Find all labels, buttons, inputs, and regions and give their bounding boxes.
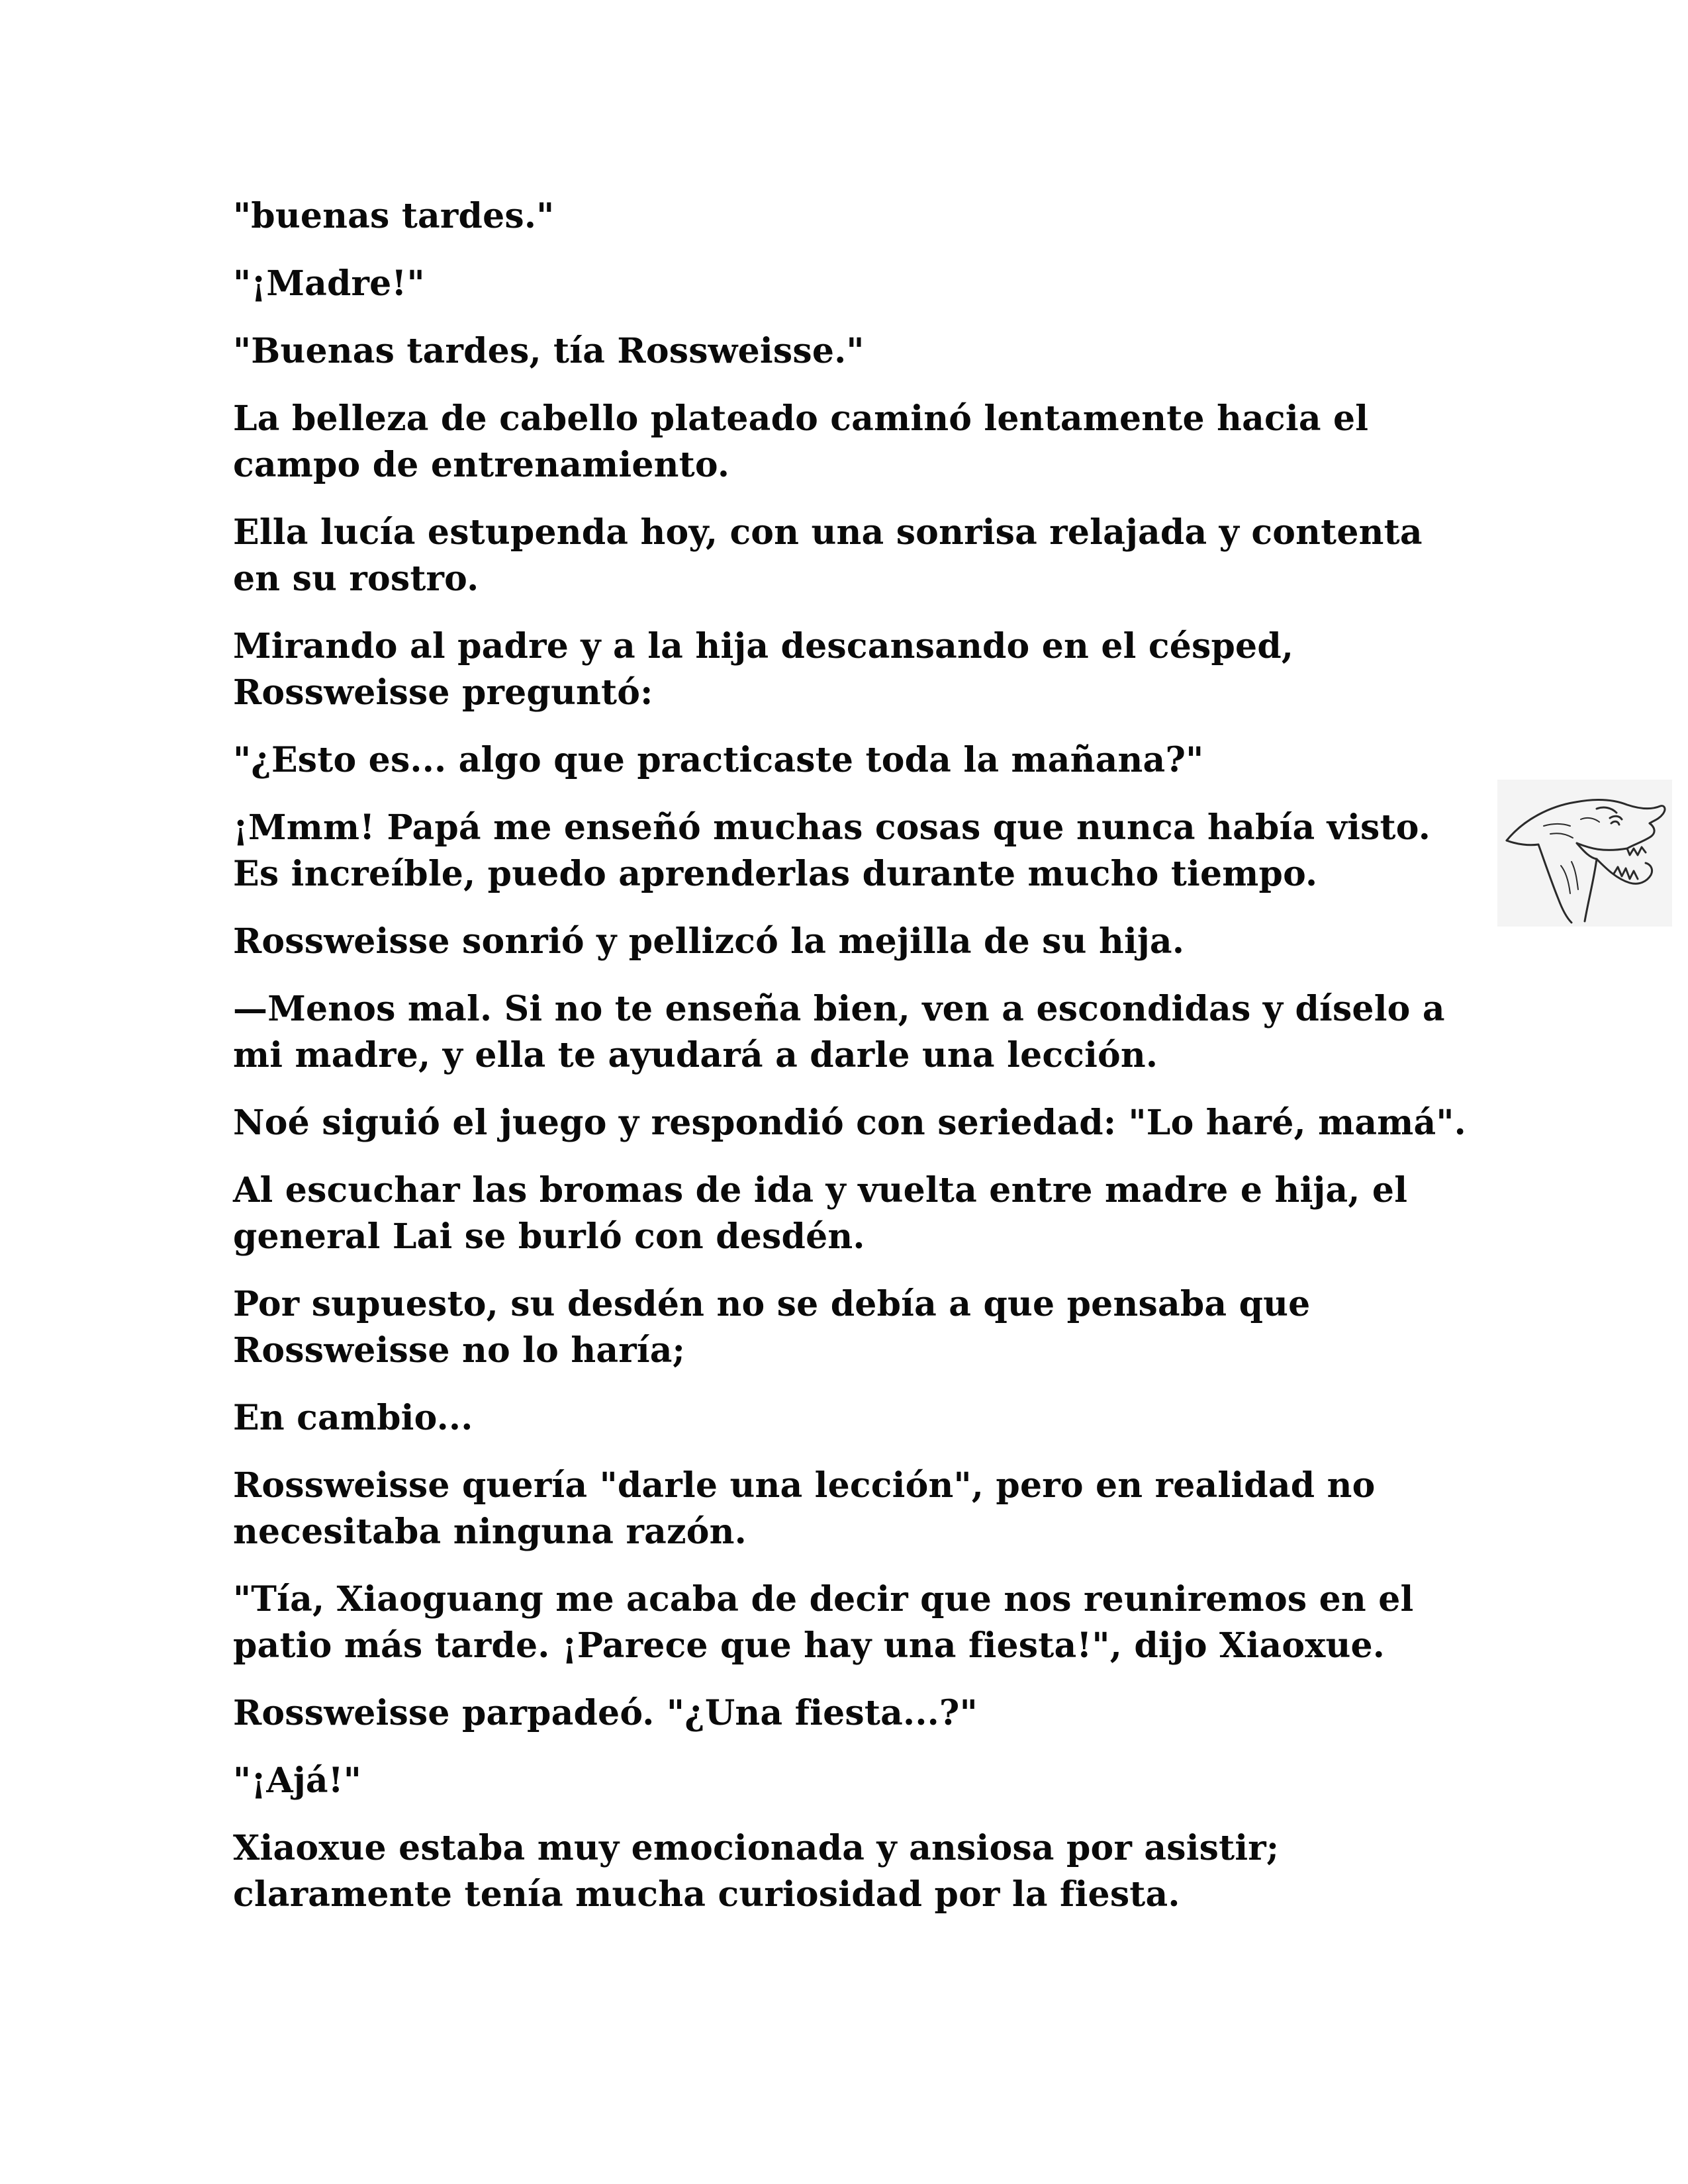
paragraph-8: ¡Mmm! Papá me enseñó muchas cosas que nunca había visto. Es increíble, puedo aprenderlas durante mucho tiempo. bbox=[233, 807, 1431, 894]
paragraph-10: —Menos mal. Si no te enseña bien, ven a escondidas y díselo a mi madre, y ella te ayudará a darle una lección. bbox=[233, 989, 1445, 1075]
paragraph-16: "Tía, Xiaoguang me acaba de decir que nos reuniremos en el patio más tarde. ¡Parece que hay una fiesta!", dijo Xiaoxue. bbox=[233, 1579, 1414, 1666]
dinosaur-head-icon bbox=[1497, 780, 1672, 927]
paragraph-6: Mirando al padre y a la hija descansando en el césped, Rossweisse preguntó: bbox=[233, 626, 1294, 713]
paragraph-19: Xiaoxue estaba muy emocionada y ansiosa por asistir; claramente tenía mucha curiosidad por la fiesta. bbox=[233, 1828, 1280, 1915]
paragraph-9: Rossweisse sonrió y pellizcó la mejilla de su hija. bbox=[233, 921, 1185, 962]
paragraph-11: Noé siguió el juego y respondió con seriedad: "Lo haré, mamá". bbox=[233, 1103, 1466, 1143]
paragraph-2: "¡Madre!" bbox=[233, 263, 425, 304]
paragraph-13: Por supuesto, su desdén no se debía a que pensaba que Rossweisse no lo haría; bbox=[233, 1284, 1311, 1371]
paragraph-15: Rossweisse quería "darle una lección", pero en realidad no necesitaba ninguna razón. bbox=[233, 1465, 1376, 1552]
paragraph-12: Al escuchar las bromas de ida y vuelta entre madre e hija, el general Lai se burló con desdén. bbox=[233, 1170, 1408, 1257]
body-text bbox=[233, 193, 1477, 1939]
paragraph-3: "Buenas tardes, tía Rossweisse." bbox=[233, 331, 865, 371]
paragraph-1: "buenas tardes." bbox=[233, 196, 555, 236]
paragraph-5: Ella lucía estupenda hoy, con una sonrisa relajada y contenta en su rostro. bbox=[233, 512, 1423, 599]
paragraph-18: "¡Ajá!" bbox=[233, 1760, 362, 1801]
paragraph-7: "¿Esto es... algo que practicaste toda la mañana?" bbox=[233, 740, 1204, 780]
paragraph-4: La belleza de cabello plateado caminó lentamente hacia el campo de entrenamiento. bbox=[233, 398, 1369, 485]
paragraph-14: En cambio... bbox=[233, 1398, 473, 1438]
paragraph-17: Rossweisse parpadeó. "¿Una fiesta...?" bbox=[233, 1693, 978, 1733]
